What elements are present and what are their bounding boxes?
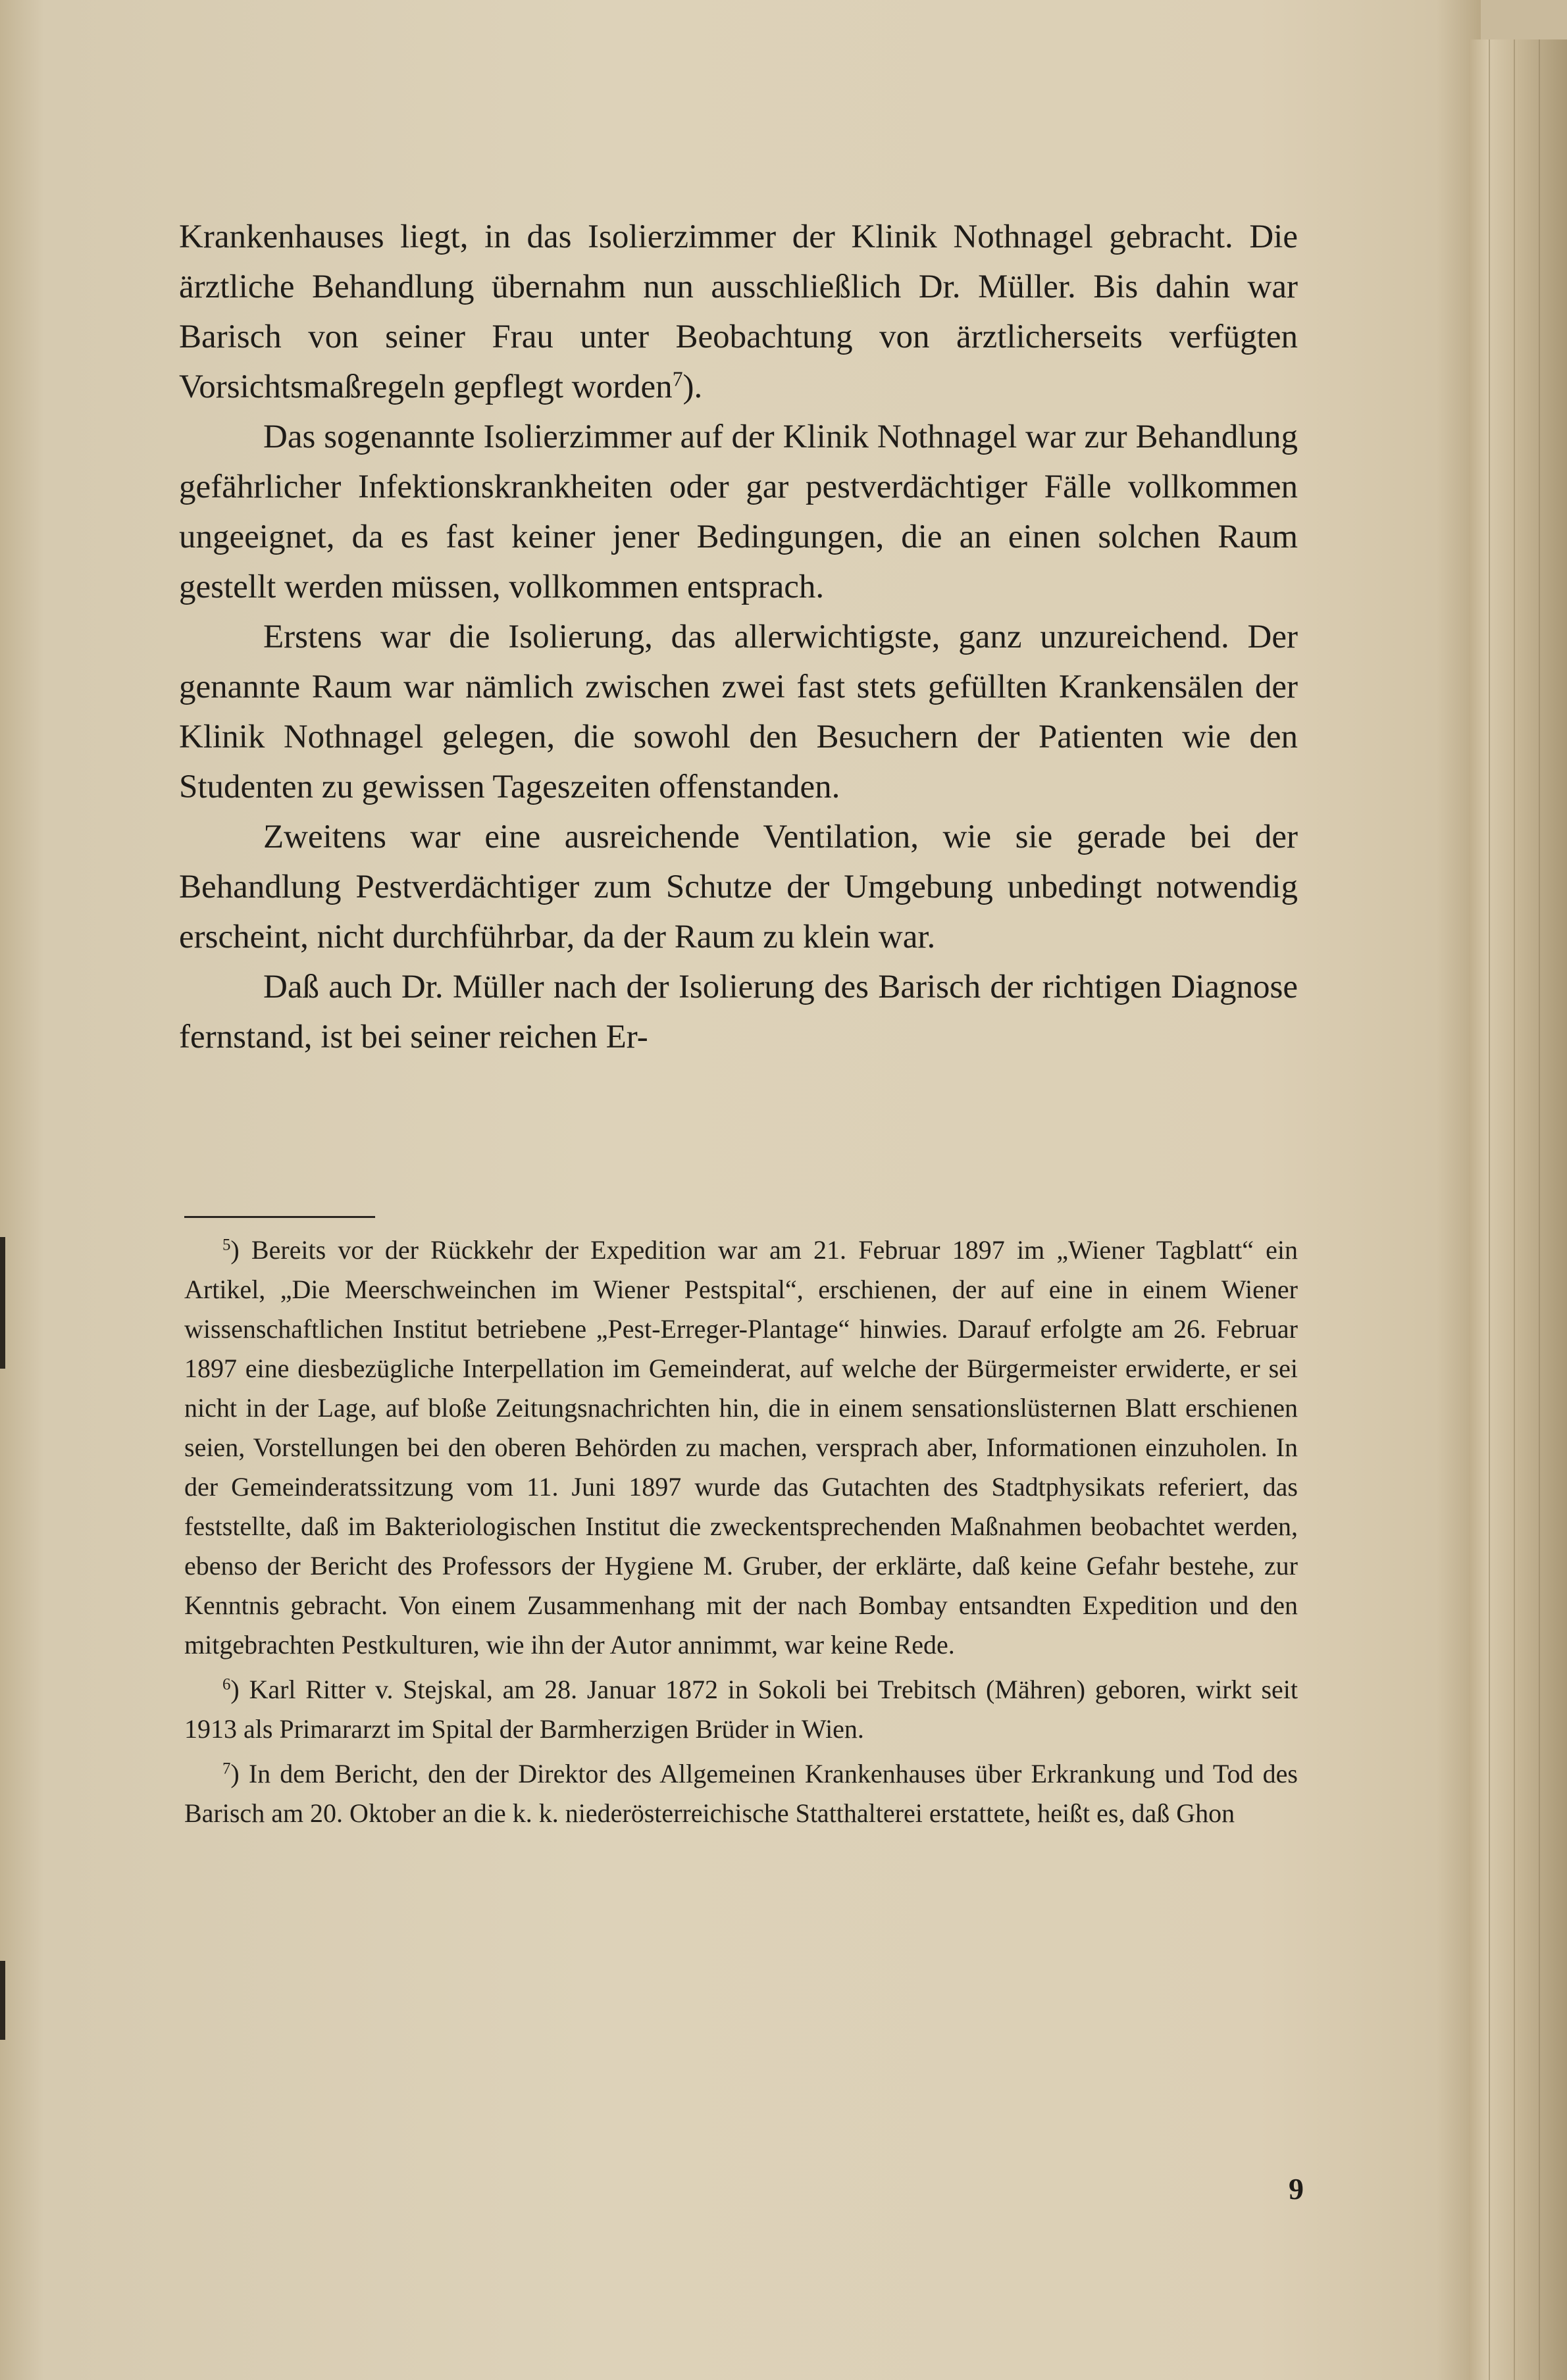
page-number: 9 — [1289, 2172, 1304, 2206]
margin-mark — [0, 1961, 5, 2040]
footnote-ref-7: 7 — [672, 367, 683, 391]
paragraph-3: Erstens war die Isolierung, das allerwichtigste, ganz unzureichend. Der genannte Raum war nämlich zwischen zwei fast stets gefüllten Krankensälen der Klinik Nothnagel gelegen, die sowohl den Besuchern der Patienten wie den Studenten zu gewissen Tageszeiten offenstanden. — [179, 619, 1298, 805]
page-edge-line — [1514, 39, 1515, 2380]
footnote-5: $^5$) Bereits vor der Rückkehr der Expedition war am 21. Februar 1897 im „Wiener Tagblatt“ ein Artikel, „Die Meerschweinchen im Wiener Pestspital“, erschienen, der auf eine in einem Wiener wissenschaftlichen Institut betriebene „Pest-Erreger-Plantage“ hinwies. Darauf erfolgte am 26. Februar 1897 eine diesbezügliche Interpellation im Gemeinderat, auf welche der Bürgermeister erwiderte, er sei nicht in der Lage, auf bloße Zeitungsnachrichten hin, die in einem sensationslüsternen Blatt erschienen seien, Vorstellungen bei den oberen Behörden zu machen, versprach aber, Informationen einzuholen. In der Gemeinderatssitzung vom 11. Juni 1897 wurde das Gutachten des Stadtphysikats referiert, das feststellte, daß im Bakteriologischen Institut die zweckentsprechenden Maßnahmen beobachtet werden, ebenso der Bericht des Professors der Hygiene M. Gruber, der erklärte, daß keine Gefahr bestehe, zur Kenntnis gebracht. Von einem Zusammenhang mit der nach Bombay entsandten Expedition und den mitgebrachten Pestkulturen, wie ihn der Autor annimmt, war keine Rede. — [184, 1235, 1298, 1659]
paragraph-5: Daß auch Dr. Müller nach der Isolierung des Barisch der richtigen Diagnose fernstand, ist bei seiner reichen Er- — [179, 969, 1298, 1055]
footnote-7: $^7$) In dem Bericht, den der Direktor des Allgemeinen Krankenhauses über Erkrankung und Tod des Barisch am 20. Oktober an die k. k. niederösterreichische Statthalterei erstattete, heißt es, daß Ghon — [184, 1759, 1298, 1828]
margin-mark — [0, 1237, 5, 1369]
paragraph-2: Das sogenannte Isolierzimmer auf der Klinik Nothnagel war zur Behandlung gefährlicher Infektionskrankheiten oder gar pestverdächtiger Fälle vollkommen ungeeignet, da es fast keiner jener Bedingungen, die an einen solchen Raum gestellt werden müssen, vollkommen entsprach. — [179, 418, 1298, 605]
main-text — [179, 212, 1298, 1062]
footnote-separator — [184, 1216, 375, 1218]
footnotes — [184, 1230, 1298, 1838]
page-edge-line — [1489, 39, 1490, 2380]
page-stack-edge — [1469, 39, 1567, 2380]
page-edge-line — [1539, 39, 1540, 2380]
paragraph-4: Zweitens war eine ausreichende Ventilation, wie sie gerade bei der Behandlung Pestverdächtiger zum Schutze der Umgebung unbedingt notwendig erscheint, nicht durchführbar, da der Raum zu klein war. — [179, 819, 1298, 955]
paragraph-1: Krankenhauses liegt, in das Isolierzimmer der Klinik Nothnagel gebracht. Die ärztliche Behandlung übernahm nun ausschließlich Dr. Müller. Bis dahin war Barisch von seiner Frau unter Beobachtung von ärztlicherseits verfügten Vorsichtsmaßregeln gepflegt worden$^7$). — [179, 218, 1298, 405]
footnote-6: $^6$) Karl Ritter v. Stejskal, am 28. Januar 1872 in Sokoli bei Trebitsch (Mähren) geboren, wirkt seit 1913 als Primararzt im Spital der Barmherzigen Brüder in Wien. — [184, 1675, 1298, 1744]
